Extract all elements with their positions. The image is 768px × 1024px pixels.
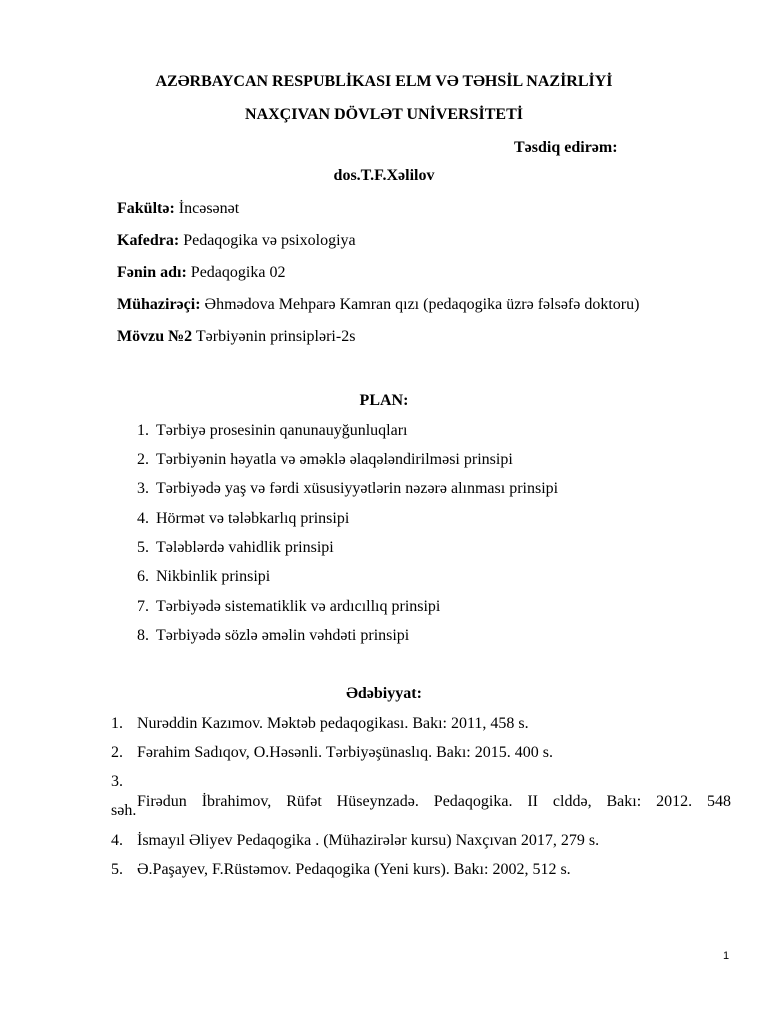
literature-item-text: İsmayıl Əliyev Pedaqogika . (Mühazirələr kursu) Naxçıvan 2017, 279 s. (137, 832, 600, 849)
plan-item-text: Tərbiyədə yaş və fərdi xüsusiyyətlərin nəzərə alınması prinsipi (156, 480, 559, 497)
literature-title: Ədəbiyyat: (346, 685, 422, 702)
plan-item-number: 5. (137, 539, 149, 556)
faculty-label: Fakültə: (117, 200, 175, 217)
topic-value: Tərbiyənin prinsipləri-2s (192, 328, 356, 345)
plan-item-number: 7. (137, 598, 149, 615)
topic-label: Mövzu №2 (117, 328, 193, 345)
plan-item-number: 6. (137, 568, 149, 585)
plan-item-number: 8. (137, 627, 149, 644)
literature-item-number: 2. (111, 744, 123, 761)
plan-item-number: 2. (137, 451, 149, 468)
faculty-value: İncəsənət (174, 200, 240, 217)
plan-item-text: Tərbiyənin həyatla və əməklə əlaqələndirilməsi prinsipi (156, 451, 513, 468)
subject-label: Fənin adı: (117, 264, 187, 281)
literature-item-number: 3. (111, 773, 123, 790)
university-title: NAXÇIVAN DÖVLƏT UNİVERSİTETİ (245, 106, 523, 123)
literature-item (111, 831, 600, 851)
literature-item-text: Firədun İbrahimov, Rüfət Hüseynzadə. Pedaqogika. II clddə, Bakı: 2012. 548 (137, 793, 731, 810)
literature-item-number: 1. (111, 715, 123, 732)
plan-item (137, 421, 408, 441)
department-line (117, 231, 356, 251)
ministry-title: AZƏRBAYCAN RESPUBLİKASI ELM VƏ TƏHSİL NAZİRLİYİ (155, 73, 613, 90)
faculty-line (117, 199, 239, 219)
plan-item-text: Tələblərdə vahidlik prinsipi (156, 539, 334, 556)
approver-name: dos.T.F.Xəlilov (333, 167, 435, 184)
plan-item (137, 450, 513, 470)
literature-item-continuation: səh. (111, 802, 137, 819)
literature-item (111, 743, 553, 763)
approval-label: Təsdiq edirəm: (514, 139, 618, 156)
plan-item-number: 3. (137, 480, 149, 497)
department-value: Pedaqogika və psixologiya (179, 232, 356, 249)
plan-item (137, 626, 410, 646)
literature-item-text: Ə.Paşayev, F.Rüstəmov. Pedaqogika (Yeni kurs). Bakı: 2002, 512 s. (137, 861, 571, 878)
topic-line (117, 327, 355, 347)
plan-item-text: Tərbiyə prosesinin qanunauyğunluqları (156, 422, 408, 439)
lecturer-line (117, 295, 639, 315)
page-number: 1 (723, 950, 730, 962)
lecturer-label: Mühazirəçi: (117, 296, 201, 313)
plan-item (137, 597, 441, 617)
literature-item (111, 860, 571, 880)
literature-item-number: 5. (111, 861, 123, 878)
literature-item-number: 4. (111, 832, 123, 849)
literature-item (111, 714, 529, 734)
literature-item (111, 772, 731, 810)
subject-line (117, 263, 285, 283)
plan-item-text: Hörmət və tələbkarlıq prinsipi (156, 510, 350, 527)
literature-item-text: Fərahim Sadıqov, O.Həsənli. Tərbiyəşünaslıq. Bakı: 2015. 400 s. (137, 744, 553, 761)
plan-item-text: Tərbiyədə sözlə əməlin vəhdəti prinsipi (156, 627, 410, 644)
plan-item-text: Tərbiyədə sistematiklik və ardıcıllıq prinsipi (156, 598, 441, 615)
plan-item (137, 538, 334, 558)
plan-item (137, 509, 350, 529)
plan-item-number: 4. (137, 510, 149, 527)
plan-item-text: Nikbinlik prinsipi (156, 568, 271, 585)
lecturer-value: Əhmədova Mehparə Kamran qızı (pedaqogika üzrə fəlsəfə doktoru) (200, 296, 640, 313)
plan-item (137, 479, 559, 499)
plan-item-number: 1. (137, 422, 149, 439)
literature-item-text: Nurəddin Kazımov. Məktəb pedaqogikası. Bakı: 2011, 458 s. (137, 715, 529, 732)
subject-value: Pedaqogika 02 (186, 264, 286, 281)
plan-item (137, 567, 271, 587)
plan-title: PLAN: (359, 392, 409, 409)
department-label: Kafedra: (117, 232, 180, 249)
